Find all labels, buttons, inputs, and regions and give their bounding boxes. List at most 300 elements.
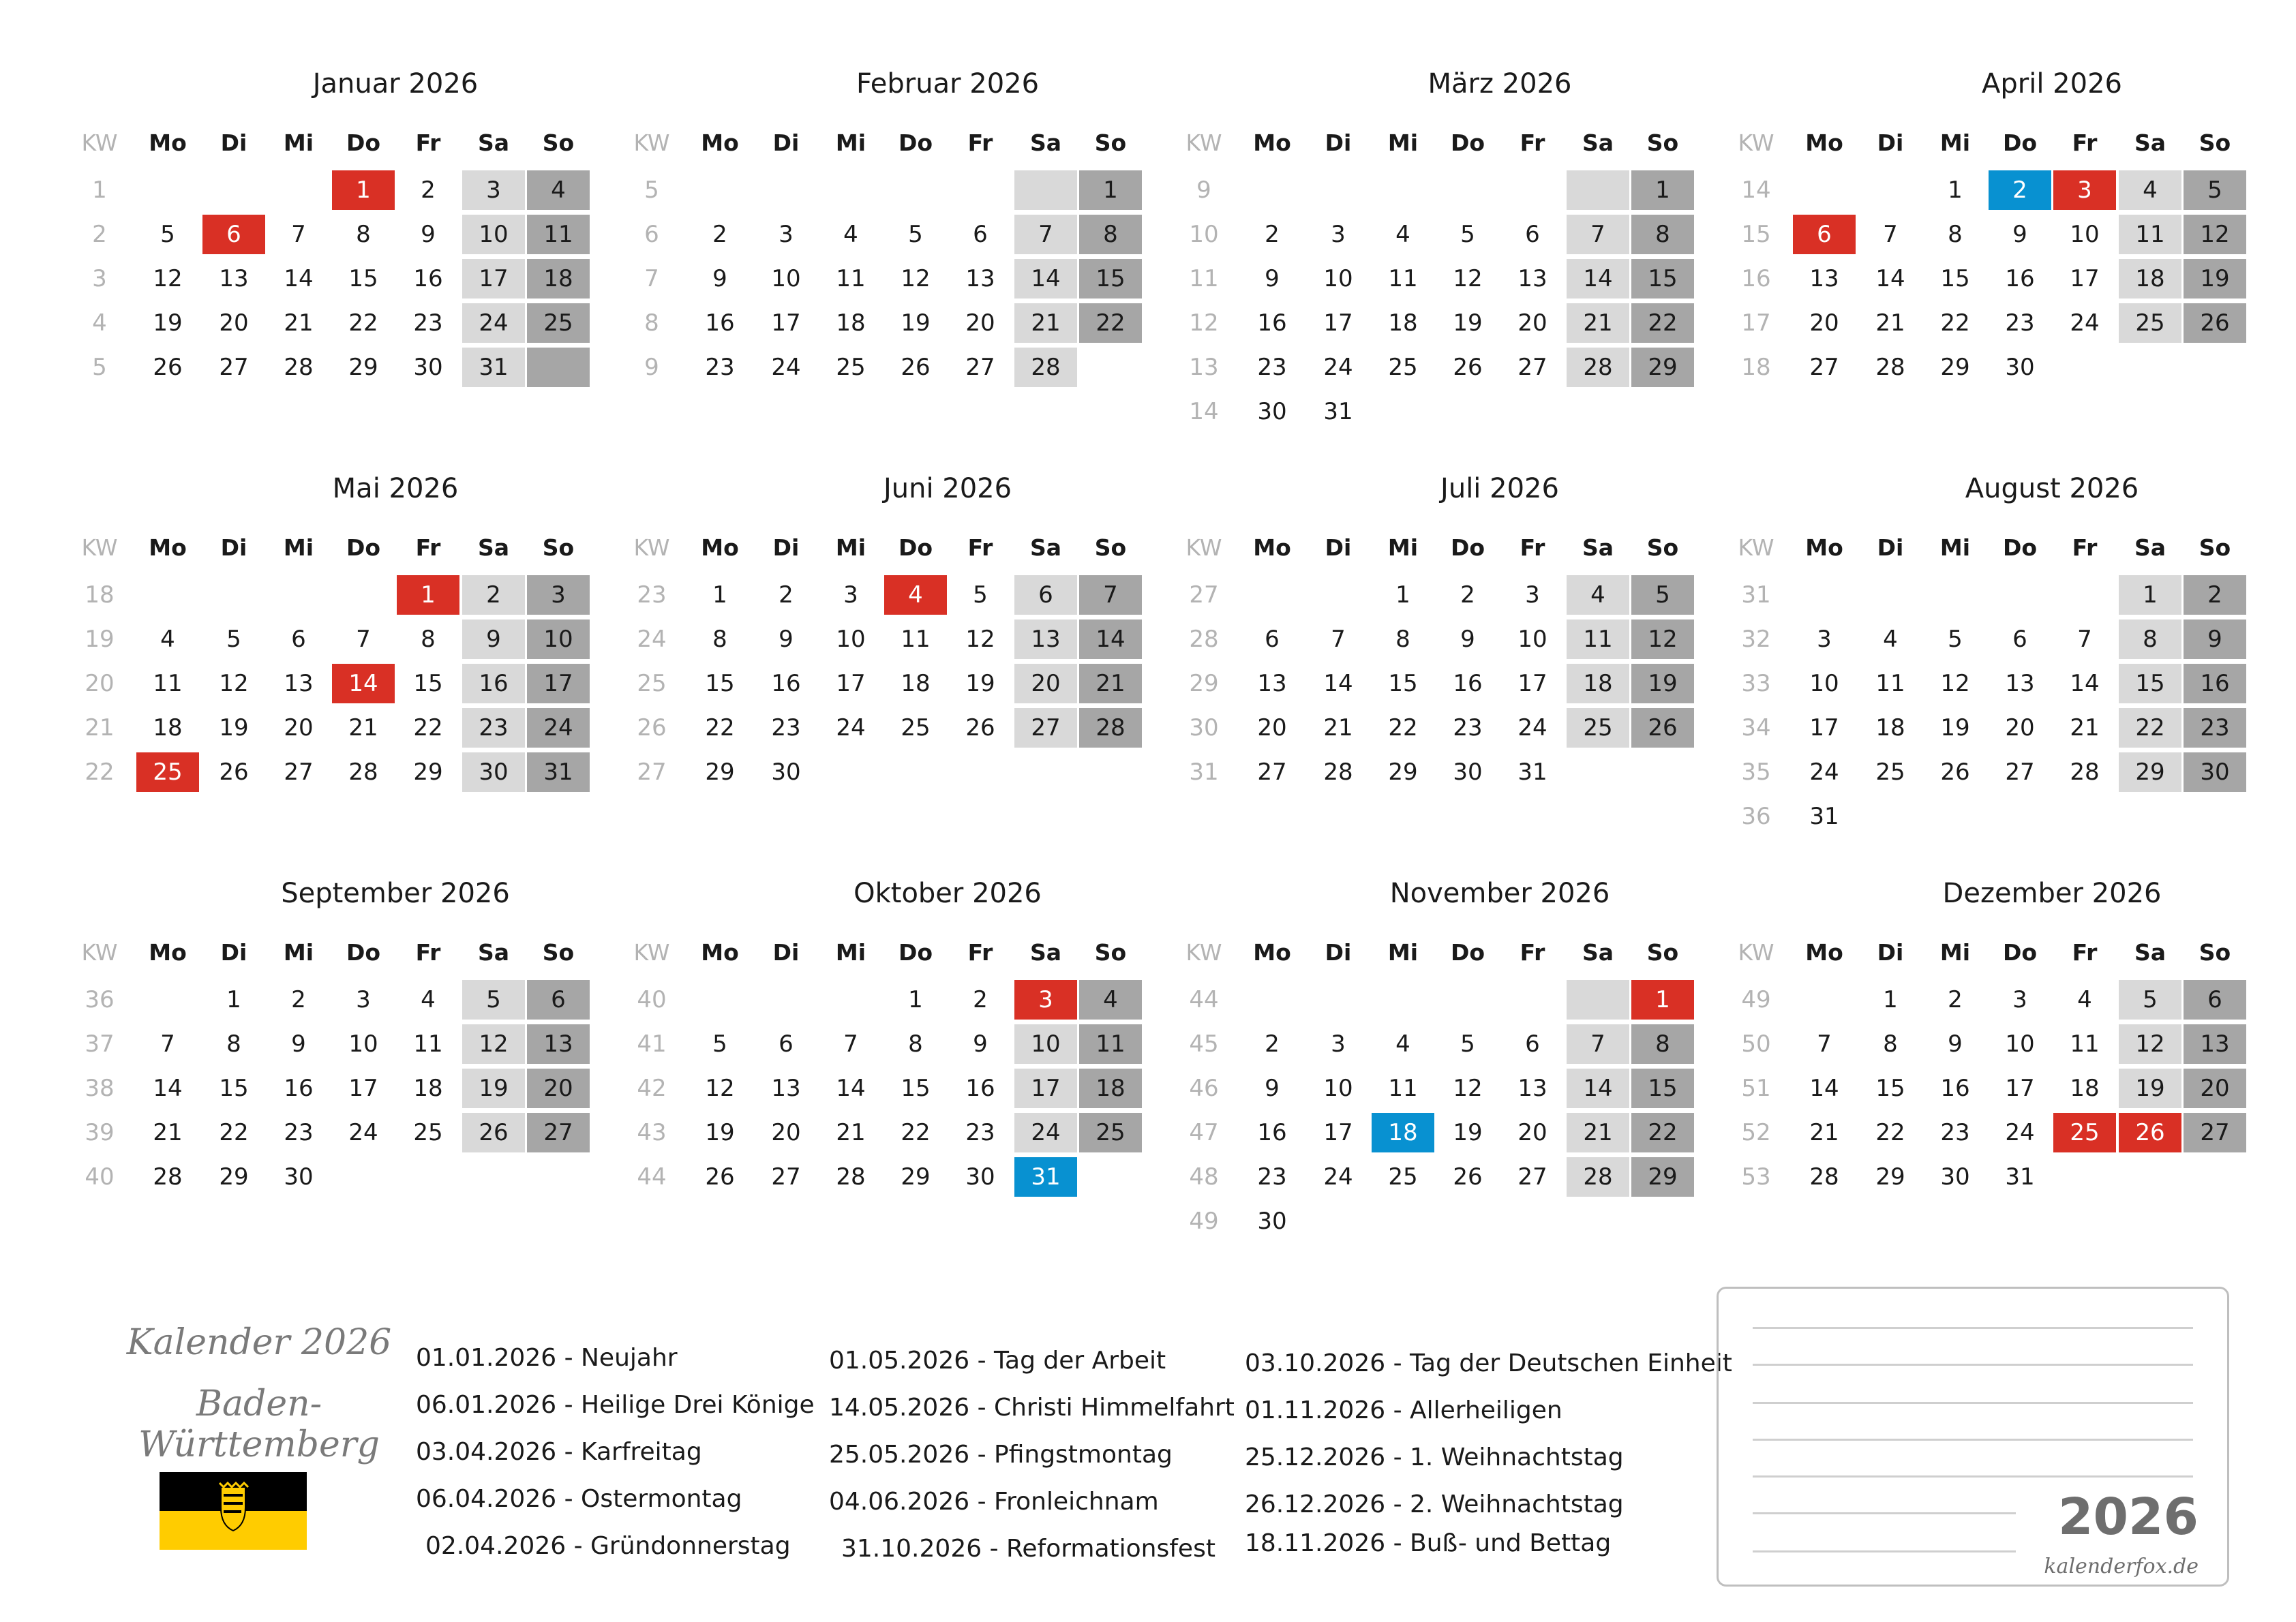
weekday-label: Mo (1805, 129, 1843, 156)
day-cell: 6 (1265, 626, 1280, 653)
weekday-label: Sa (1582, 129, 1614, 156)
day-cell: 10 (1014, 1024, 1077, 1064)
day-cell: 16 (2184, 664, 2246, 703)
day-cell: 29 (1631, 348, 1694, 387)
day-cell: 22 (1940, 309, 1970, 337)
empty-day-cell (1436, 170, 1499, 210)
holiday-list-2 (829, 1347, 1235, 1582)
weekday-label: Fr (967, 534, 993, 561)
empty-day-cell (819, 170, 882, 210)
weekday-label: So (1094, 129, 1127, 156)
day-cell: 27 (1014, 708, 1077, 748)
weekday-label: Di (772, 938, 800, 966)
day-cell: 27 (1517, 354, 1547, 381)
day-cell: 24 (462, 303, 525, 343)
day-cell: 17 (2070, 265, 2100, 292)
day-cell: 5 (1460, 221, 1475, 248)
day-cell: 30 (1453, 759, 1483, 786)
empty-day-cell (1631, 1202, 1694, 1241)
empty-day-cell (1924, 797, 1987, 836)
day-cell: 22 (1875, 1119, 1905, 1146)
week-number: 7 (644, 265, 659, 292)
day-cell: 17 (348, 1075, 378, 1102)
day-cell: 13 (771, 1075, 801, 1102)
day-cell: 17 (527, 664, 590, 703)
day-cell: 13 (1809, 265, 1839, 292)
weekday-label: Mo (701, 534, 739, 561)
day-cell: 19 (1940, 714, 1970, 741)
day-cell: 30 (965, 1163, 995, 1191)
day-cell: 29 (1940, 354, 1970, 381)
day-cell: 9 (712, 265, 727, 292)
day-cell: 14 (1079, 619, 1142, 659)
weekday-label: Do (898, 938, 933, 966)
day-cell: 23 (1257, 1163, 1287, 1191)
week-number: 50 (1741, 1030, 1771, 1058)
day-cell: 31 (1809, 803, 1839, 830)
week-number: 26 (637, 714, 667, 741)
empty-day-cell (884, 170, 947, 210)
week-number: 47 (1189, 1119, 1219, 1146)
day-cell: 21 (1567, 303, 1629, 343)
day-cell: 21 (1809, 1119, 1839, 1146)
holiday-entry: 04.06.2026 - Fronleichnam (829, 1488, 1159, 1516)
day-cell: 4 (1395, 1030, 1410, 1058)
day-cell: 8 (356, 221, 371, 248)
empty-day-cell (1372, 980, 1434, 1020)
empty-day-cell (1079, 348, 1142, 387)
week-number: 38 (85, 1075, 115, 1102)
day-cell: 17 (1323, 1119, 1353, 1146)
day-cell: 24 (2005, 1119, 2035, 1146)
weekday-label: Fr (967, 938, 993, 966)
empty-day-cell (462, 1157, 525, 1197)
week-number: 9 (644, 354, 659, 381)
weekday-label: Sa (477, 938, 510, 966)
empty-day-cell (332, 1157, 395, 1197)
day-cell: 11 (413, 1030, 443, 1058)
day-cell: 6 (1014, 575, 1077, 615)
day-cell: 7 (1331, 626, 1346, 653)
month-title: Januar 2026 (312, 68, 479, 100)
day-cell: 15 (1940, 265, 1970, 292)
day-cell: 17 (1323, 309, 1353, 337)
day-cell: 2 (712, 221, 727, 248)
day-cell: 8 (1631, 215, 1694, 254)
day-cell: 31 (462, 348, 525, 387)
day-cell: 9 (2012, 221, 2027, 248)
day-cell: 16 (284, 1075, 314, 1102)
day-cell: 18 (1372, 1113, 1434, 1152)
empty-day-cell (1989, 797, 2051, 836)
day-cell: 1 (332, 170, 395, 210)
note-line (1753, 1402, 2193, 1404)
day-cell: 2 (1989, 170, 2051, 210)
day-cell: 24 (1517, 714, 1547, 741)
day-cell: 31 (2005, 1163, 2035, 1191)
weekday-label: Mi (835, 129, 866, 156)
day-cell: 4 (1079, 980, 1142, 1020)
calendar-title: Kalender 2026 (126, 1322, 392, 1363)
empty-day-cell (1436, 980, 1499, 1020)
kw-header: KW (1185, 938, 1222, 966)
empty-day-cell (1307, 1202, 1370, 1241)
month-calendar (1725, 473, 2250, 855)
week-number: 1 (92, 177, 107, 204)
note-line (1753, 1439, 2193, 1441)
day-cell: 11 (836, 265, 866, 292)
day-cell: 15 (901, 1075, 931, 1102)
weekday-label: Mo (149, 938, 187, 966)
week-number: 36 (85, 986, 115, 1013)
day-cell: 4 (421, 986, 436, 1013)
day-cell: 13 (219, 265, 249, 292)
weekday-label: Do (346, 938, 381, 966)
week-number: 33 (1741, 670, 1771, 697)
empty-day-cell (1436, 1202, 1499, 1241)
day-cell: 10 (2070, 221, 2100, 248)
empty-day-cell (1241, 980, 1303, 1020)
empty-day-cell (1859, 797, 1922, 836)
week-number: 25 (637, 670, 667, 697)
empty-day-cell (2184, 797, 2246, 836)
week-number: 5 (644, 177, 659, 204)
day-cell: 13 (1517, 1075, 1547, 1102)
weekday-label: Do (346, 129, 381, 156)
empty-day-cell (1307, 170, 1370, 210)
weekday-label: Sa (2134, 938, 2166, 966)
empty-day-cell (884, 752, 947, 792)
day-cell: 26 (1453, 354, 1483, 381)
kw-header: KW (633, 938, 670, 966)
day-cell: 17 (836, 670, 866, 697)
week-number: 45 (1189, 1030, 1219, 1058)
week-number: 19 (85, 626, 115, 653)
empty-day-cell (267, 170, 330, 210)
week-number: 18 (85, 581, 115, 609)
day-cell: 23 (413, 309, 443, 337)
week-number: 3 (92, 265, 107, 292)
day-cell: 12 (901, 265, 931, 292)
empty-day-cell (1079, 1157, 1142, 1197)
weekday-label: Do (346, 534, 381, 561)
day-cell: 6 (1793, 215, 1856, 254)
day-cell: 20 (1517, 1119, 1547, 1146)
weekday-label: Sa (1029, 534, 1062, 561)
day-cell: 4 (1395, 221, 1410, 248)
day-cell: 6 (291, 626, 306, 653)
day-cell: 28 (348, 759, 378, 786)
weekday-label: Mi (835, 534, 866, 561)
weekday-label: Fr (2072, 129, 2098, 156)
day-cell: 3 (1817, 626, 1832, 653)
day-cell: 26 (2119, 1113, 2181, 1152)
day-cell: 28 (1875, 354, 1905, 381)
month-title: Dezember 2026 (1942, 878, 2162, 909)
day-cell: 25 (1567, 708, 1629, 748)
day-cell: 29 (1631, 1157, 1694, 1197)
week-number: 16 (1741, 265, 1771, 292)
day-cell: 14 (153, 1075, 183, 1102)
empty-day-cell (2053, 1157, 2116, 1197)
empty-day-cell (1567, 1202, 1629, 1241)
day-cell: 10 (1517, 626, 1547, 653)
day-cell: 9 (779, 626, 794, 653)
weekday-label: Mi (283, 129, 314, 156)
day-cell: 7 (1014, 215, 1077, 254)
empty-day-cell (1567, 392, 1629, 431)
weekday-label: Fr (415, 534, 441, 561)
day-cell: 10 (1809, 670, 1839, 697)
day-cell: 5 (712, 1030, 727, 1058)
day-cell: 21 (1323, 714, 1353, 741)
day-cell: 19 (965, 670, 995, 697)
week-number: 43 (637, 1119, 667, 1146)
weekday-label: Mi (1387, 129, 1419, 156)
empty-day-cell (1631, 752, 1694, 792)
weekday-label: Di (1325, 938, 1352, 966)
day-cell: 1 (226, 986, 241, 1013)
day-cell: 22 (1079, 303, 1142, 343)
day-cell: 12 (2119, 1024, 2181, 1064)
weekday-label: Di (772, 129, 800, 156)
empty-day-cell (136, 575, 199, 615)
day-cell: 16 (462, 664, 525, 703)
day-cell: 31 (1517, 759, 1547, 786)
day-cell: 28 (1323, 759, 1353, 786)
day-cell: 5 (2184, 170, 2246, 210)
day-cell: 21 (1567, 1113, 1629, 1152)
day-cell: 24 (1323, 1163, 1353, 1191)
day-cell: 12 (705, 1075, 735, 1102)
day-cell: 9 (462, 619, 525, 659)
month-title: September 2026 (281, 878, 510, 909)
day-cell: 24 (348, 1119, 378, 1146)
day-cell: 18 (1079, 1069, 1142, 1108)
day-cell: 23 (1257, 354, 1287, 381)
empty-day-cell (1307, 980, 1370, 1020)
region-title: Baden-Württemberg (138, 1383, 380, 1465)
day-cell: 13 (1517, 265, 1547, 292)
weekday-label: Mi (1387, 938, 1419, 966)
day-cell: 31 (1014, 1157, 1077, 1197)
day-cell: 8 (1631, 1024, 1694, 1064)
note-line (1753, 1364, 2193, 1366)
day-cell: 6 (973, 221, 988, 248)
weekday-label: Fr (2072, 938, 2098, 966)
week-number: 6 (644, 221, 659, 248)
empty-day-cell (2119, 797, 2181, 836)
weekday-label: Fr (1520, 534, 1545, 561)
weekday-label: Do (898, 129, 933, 156)
empty-day-cell (397, 1157, 459, 1197)
day-cell: 5 (226, 626, 241, 653)
day-cell: 25 (901, 714, 931, 741)
weekday-label: Fr (2072, 534, 2098, 561)
kw-header: KW (1738, 129, 1774, 156)
day-cell: 1 (1948, 177, 1963, 204)
week-number: 30 (1189, 714, 1219, 741)
empty-day-cell (136, 170, 199, 210)
day-cell: 20 (219, 309, 249, 337)
week-number: 21 (85, 714, 115, 741)
empty-day-cell (1501, 392, 1564, 431)
day-cell: 24 (1809, 759, 1839, 786)
day-cell: 29 (705, 759, 735, 786)
day-cell: 10 (527, 619, 590, 659)
week-number: 41 (637, 1030, 667, 1058)
weekday-label: Sa (1582, 938, 1614, 966)
month-calendar (68, 68, 593, 450)
day-cell: 21 (836, 1119, 866, 1146)
weekday-label: Do (898, 534, 933, 561)
day-cell: 18 (527, 259, 590, 299)
month-title: August 2026 (1965, 473, 2139, 504)
empty-day-cell (755, 170, 817, 210)
day-cell: 15 (348, 265, 378, 292)
day-cell: 14 (836, 1075, 866, 1102)
week-number: 44 (637, 1163, 667, 1191)
day-cell: 24 (1323, 354, 1353, 381)
day-cell: 30 (462, 752, 525, 792)
day-cell: 12 (1940, 670, 1970, 697)
empty-day-cell (1924, 575, 1987, 615)
day-cell: 1 (397, 575, 459, 615)
weekday-label: Di (220, 534, 247, 561)
day-cell: 1 (712, 581, 727, 609)
day-cell: 8 (908, 1030, 923, 1058)
day-cell: 4 (527, 170, 590, 210)
day-cell: 15 (2119, 664, 2181, 703)
day-cell: 31 (527, 752, 590, 792)
day-cell: 28 (2070, 759, 2100, 786)
weekday-label: Mi (1939, 534, 1971, 561)
month-calendar (68, 473, 593, 855)
day-cell: 17 (1809, 714, 1839, 741)
day-cell: 7 (291, 221, 306, 248)
day-cell: 2 (2184, 575, 2246, 615)
holiday-entry: 14.05.2026 - Christi Himmelfahrt (829, 1394, 1235, 1422)
day-cell: 8 (421, 626, 436, 653)
day-cell: 7 (160, 1030, 175, 1058)
day-cell: 18 (1388, 309, 1418, 337)
kw-header: KW (1185, 129, 1222, 156)
day-cell: 27 (527, 1113, 590, 1152)
holiday-entry: 06.01.2026 - Heilige Drei Könige (416, 1391, 815, 1419)
day-cell: 26 (1631, 708, 1694, 748)
day-cell: 29 (2119, 752, 2181, 792)
day-cell: 15 (219, 1075, 249, 1102)
day-cell: 27 (771, 1163, 801, 1191)
day-cell: 30 (2005, 354, 2035, 381)
day-cell: 6 (2012, 626, 2027, 653)
empty-day-cell (2184, 348, 2246, 387)
day-cell: 25 (2119, 303, 2181, 343)
day-cell: 25 (1388, 1163, 1418, 1191)
empty-day-cell (1307, 575, 1370, 615)
empty-day-cell (1631, 392, 1694, 431)
day-cell: 26 (2184, 303, 2246, 343)
day-cell: 11 (2119, 215, 2181, 254)
kw-header: KW (81, 534, 118, 561)
day-cell: 14 (1567, 259, 1629, 299)
day-cell: 10 (771, 265, 801, 292)
day-cell: 30 (771, 759, 801, 786)
day-cell: 9 (2184, 619, 2246, 659)
day-cell: 30 (1257, 1208, 1287, 1235)
empty-day-cell (202, 170, 265, 210)
holiday-entry: 01.01.2026 - Neujahr (416, 1344, 678, 1372)
week-number: 9 (1196, 177, 1211, 204)
day-cell: 25 (1875, 759, 1905, 786)
day-cell: 23 (462, 708, 525, 748)
day-cell: 14 (1567, 1069, 1629, 1108)
day-cell: 26 (901, 354, 931, 381)
day-cell: 25 (836, 354, 866, 381)
weekday-label: Di (220, 129, 247, 156)
empty-day-cell (332, 575, 395, 615)
empty-day-cell (1014, 170, 1077, 210)
day-cell: 20 (771, 1119, 801, 1146)
weekday-label: Mo (1253, 938, 1291, 966)
day-cell: 19 (153, 309, 183, 337)
day-cell: 22 (901, 1119, 931, 1146)
week-number: 18 (1741, 354, 1771, 381)
day-cell: 21 (1875, 309, 1905, 337)
weekday-label: Fr (1520, 938, 1545, 966)
weekday-label: Mo (1253, 129, 1291, 156)
day-cell: 10 (836, 626, 866, 653)
day-cell: 27 (2184, 1113, 2246, 1152)
day-cell: 28 (1014, 348, 1077, 387)
day-cell: 4 (2077, 986, 2092, 1013)
day-cell: 29 (413, 759, 443, 786)
note-line (1753, 1512, 2016, 1514)
day-cell: 28 (1079, 708, 1142, 748)
day-cell: 20 (1809, 309, 1839, 337)
day-cell: 1 (1883, 986, 1898, 1013)
weekday-label: Mo (1805, 938, 1843, 966)
week-number: 4 (92, 309, 107, 337)
weekday-label: Mo (701, 129, 739, 156)
note-line (1753, 1475, 2193, 1478)
holiday-entry: 01.11.2026 - Allerheiligen (1245, 1396, 1562, 1424)
day-cell: 1 (908, 986, 923, 1013)
month-title: Juli 2026 (1440, 473, 1559, 504)
day-cell: 21 (153, 1119, 183, 1146)
day-cell: 15 (1079, 259, 1142, 299)
day-cell: 9 (1265, 265, 1280, 292)
day-cell: 12 (219, 670, 249, 697)
kw-header: KW (1185, 534, 1222, 561)
day-cell: 13 (2184, 1024, 2246, 1064)
day-cell: 23 (2005, 309, 2035, 337)
day-cell: 15 (1631, 1069, 1694, 1108)
week-number: 36 (1741, 803, 1771, 830)
empty-day-cell (2119, 1157, 2181, 1197)
day-cell: 8 (712, 626, 727, 653)
weekday-label: So (542, 938, 575, 966)
day-cell: 24 (1014, 1113, 1077, 1152)
day-cell: 18 (901, 670, 931, 697)
weekday-label: Di (1877, 129, 1904, 156)
day-cell: 23 (965, 1119, 995, 1146)
day-cell: 11 (1079, 1024, 1142, 1064)
day-cell: 6 (1525, 1030, 1540, 1058)
weekday-label: Mo (701, 938, 739, 966)
empty-day-cell (1567, 752, 1629, 792)
day-cell: 20 (284, 714, 314, 741)
